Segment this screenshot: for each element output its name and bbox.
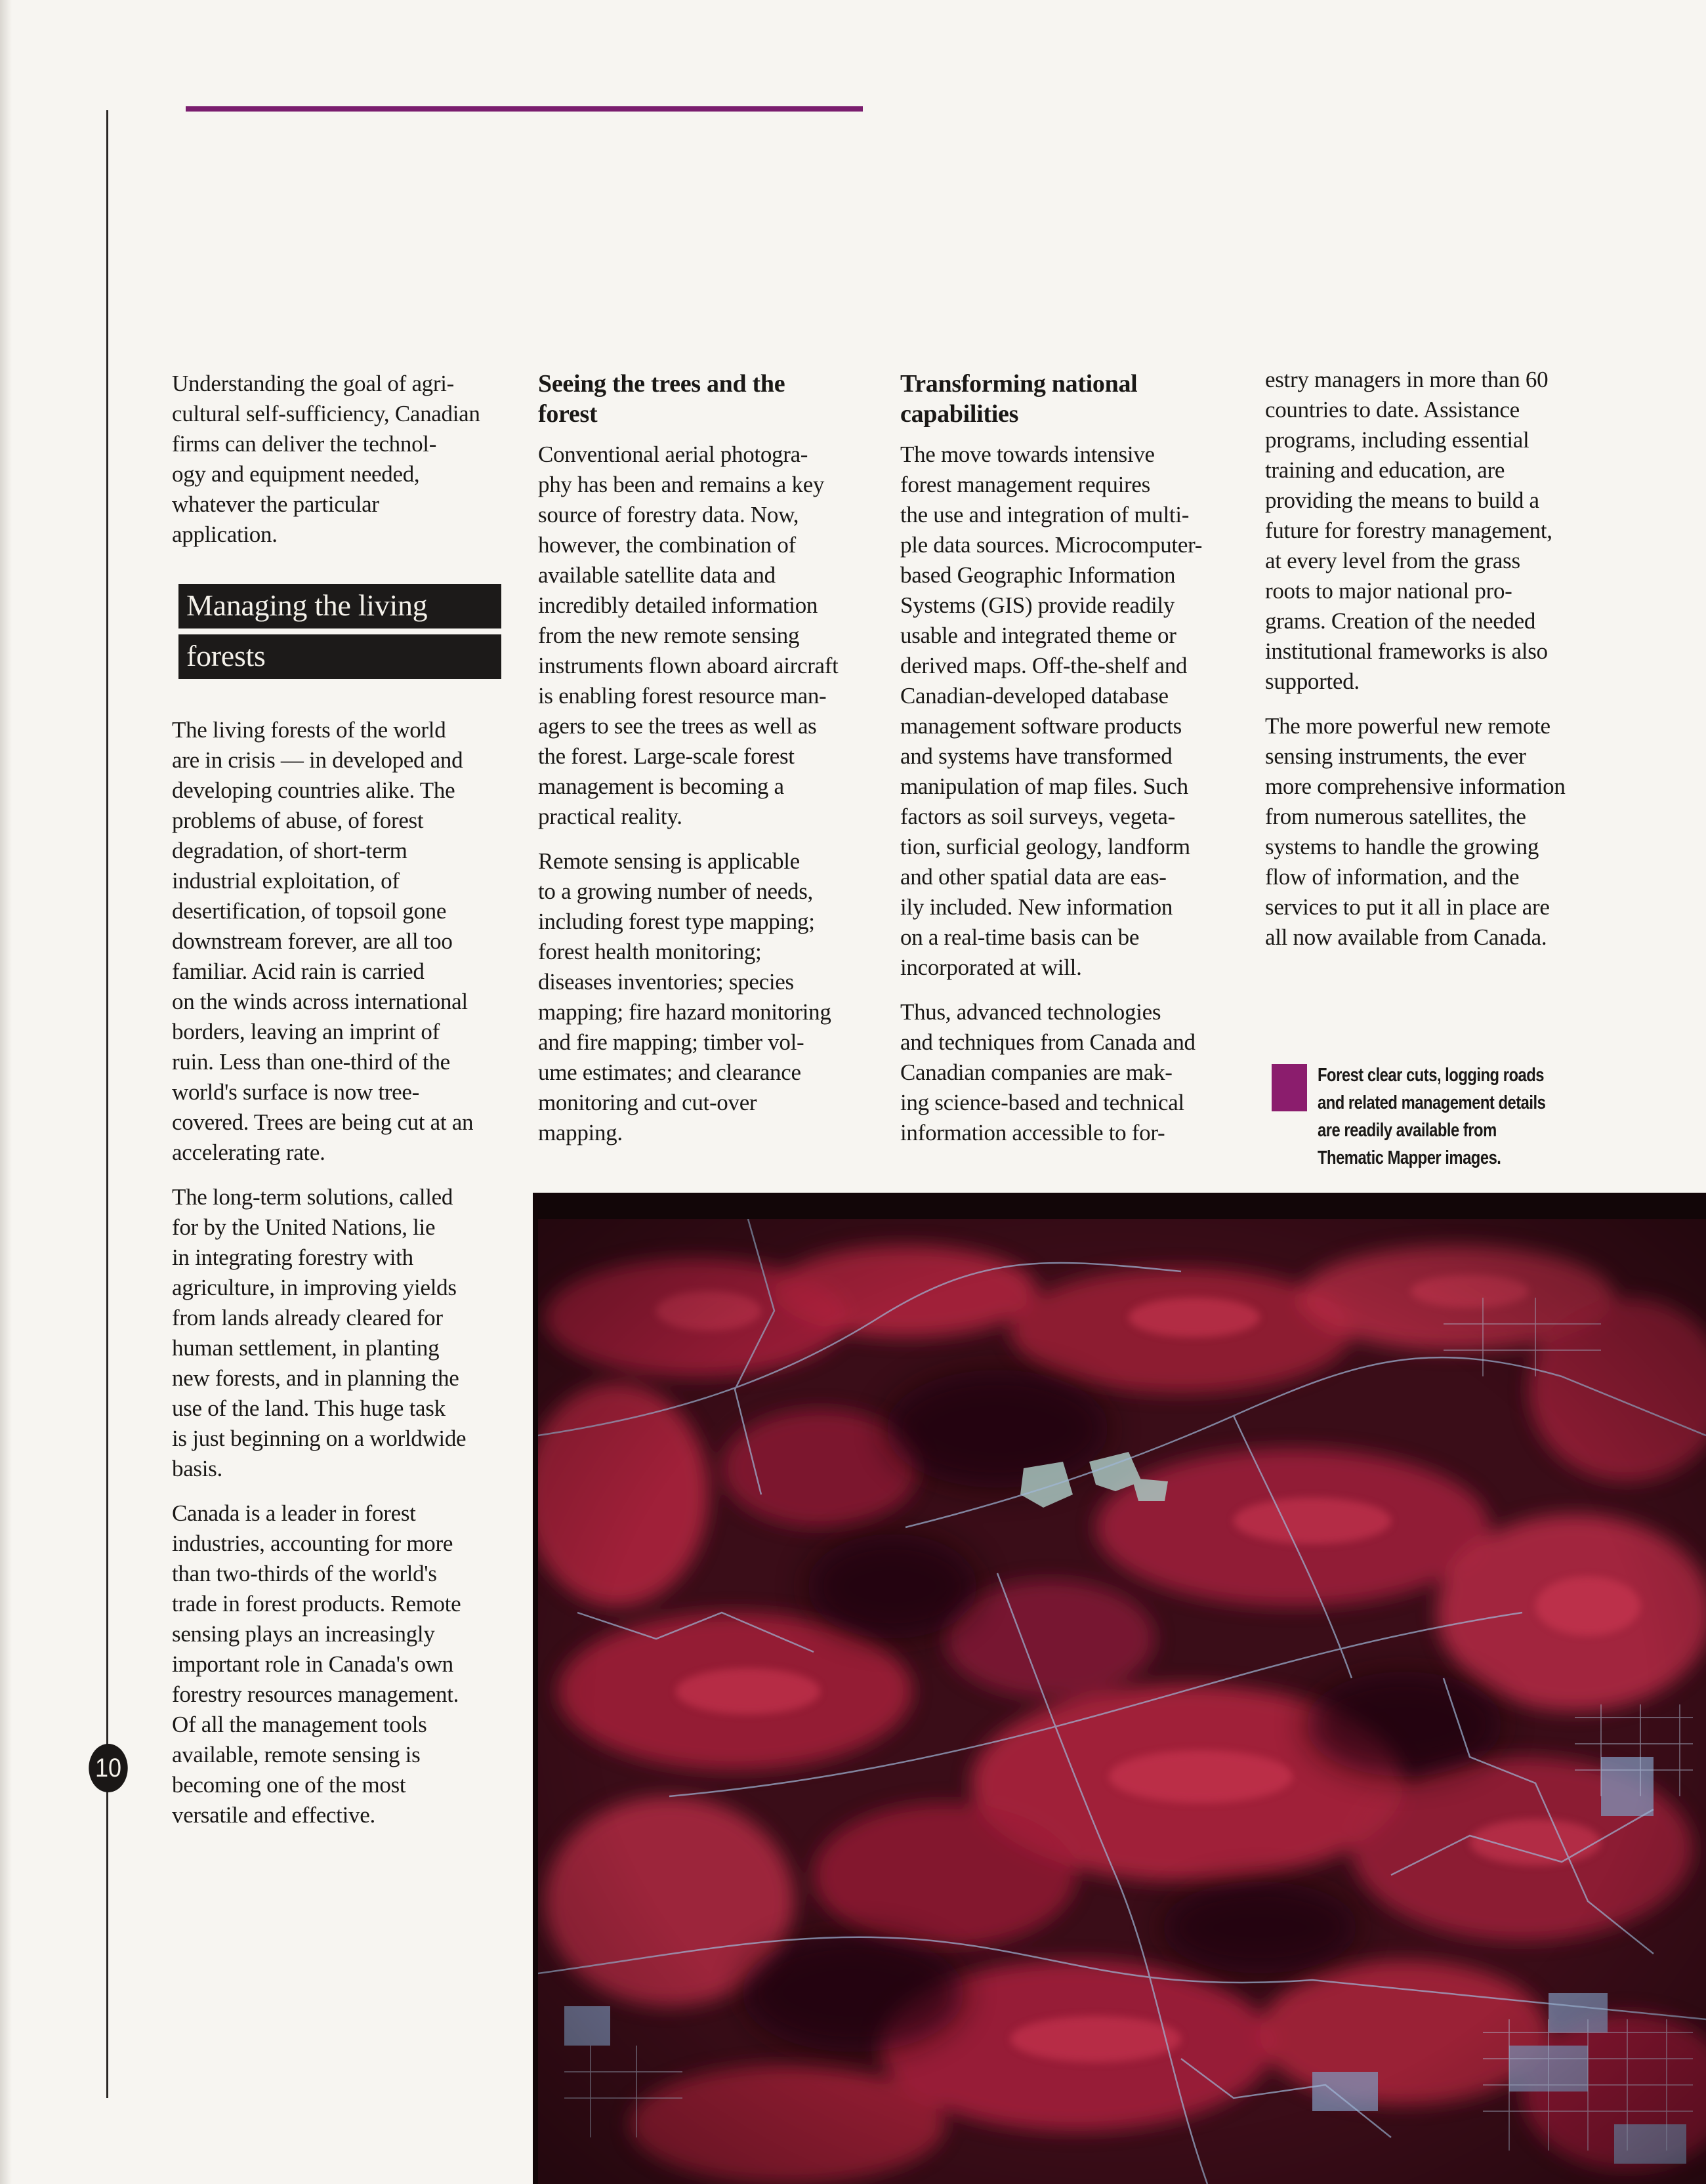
body-paragraph: estry managers in more than 60 countries to date. Assistance programs, including essential training and education, are providing the means to build a future for forestry management, at every level from the grass roots to major national pro- grams. Creation of the needed institutional frameworks is also supported.	[1265, 367, 1552, 694]
body-paragraph: The long-term solutions, called for by the United Nations, lie in integrating forestry with agriculture, in improving yields from lands already cleared for human settlement, in planting new forests, and in planning the use of the land. This huge task is just beginning on a worldwide basis.	[172, 1184, 467, 1481]
subheading-transforming-capabilities: Transforming national capabilities	[900, 370, 1138, 428]
caption-text: Forest clear cuts, logging roads and related management details are readily available from Thematic Mapper images.	[1318, 1065, 1546, 1168]
body-paragraph: The move towards intensive forest management requires the use and integration of multi- ple data sources. Microcomputer- based Geographic Information Systems (GIS) provide readily usable and integrated theme or derived maps. Off-the-shelf and Canadian-developed database management software products and systems have transformed manipulation of map files. Such factors as soil surveys, vegeta- tion, surficial geology, landform and other spatial data are eas- ily included. New information on a real-time basis can be incorporated at will.	[900, 442, 1203, 980]
column-1	[172, 369, 500, 1845]
intro-paragraph: Understanding the goal of agri- cultural self-sufficiency, Canadian firms can deliver the technol- ogy and equipment needed, whatever the particular application.	[172, 371, 480, 547]
body-paragraph: Canada is a leader in forest industries, accounting for more than two-thirds of the world's trade in forest products. Remote sensing plays an increasingly important role in Canada's own forestry resources management. Of all the management tools available, remote sensing is becoming one of the most versatile and effective.	[172, 1500, 461, 1828]
column-3	[900, 369, 1235, 1163]
section-heading-line-1: Managing the living	[178, 584, 501, 630]
page-edge-shadow	[0, 0, 12, 2184]
left-margin-rule	[106, 110, 108, 2098]
section-heading	[178, 584, 501, 681]
caption-marker-square	[1272, 1064, 1307, 1111]
column-4	[1265, 365, 1593, 967]
satellite-image-frame	[533, 1193, 1706, 2184]
top-accent-rule	[186, 106, 863, 112]
subheading-seeing-trees: Seeing the trees and the forest	[538, 370, 785, 428]
image-vignette	[538, 1219, 1706, 2184]
body-paragraph: Thus, advanced technologies and techniques from Canada and Canadian companies are mak- ing science-based and technical information accessible to for-	[900, 999, 1196, 1145]
image-caption	[1272, 1061, 1573, 1172]
column-2	[538, 369, 879, 1163]
section-heading-line-2: forests	[178, 634, 501, 681]
body-paragraph: The living forests of the world are in crisis — in developed and developing countries alike. The problems of abuse, of forest degradation, of short-term industrial exploitation, of desertification, of topsoil gone downstream forever, are all too familiar. Acid rain is carried on the winds across international borders, leaving an imprint of ruin. Less than one-third of the world's surface is now tree- covered. Trees are being cut at an accelerating rate.	[172, 717, 474, 1165]
body-paragraph: Remote sensing is applicable to a growing number of needs, including forest type mapping; forest health monitoring; diseases inventories; species mapping; fire hazard monitoring and fire mapping; timber vol- ume estimates; and clearance monitoring and cut-over mapping.	[538, 848, 831, 1145]
body-paragraph: The more powerful new remote sensing instruments, the ever more comprehensive information from numerous satellites, the systems to handle the growing flow of information, and the services to put it all in place are all now available from Canada.	[1265, 713, 1566, 950]
page-number: 10	[89, 1744, 127, 1792]
body-paragraph: Conventional aerial photogra- phy has been and remains a key source of forestry data. Now, however, the combination of available satellite data and incredibly detailed information from the new remote sensing instruments flown aboard aircraft is enabling forest resource man- agers to see the trees as well as the forest. Large-scale forest management is becoming a practical reality.	[538, 442, 839, 829]
satellite-thematic-mapper-image	[538, 1219, 1706, 2184]
